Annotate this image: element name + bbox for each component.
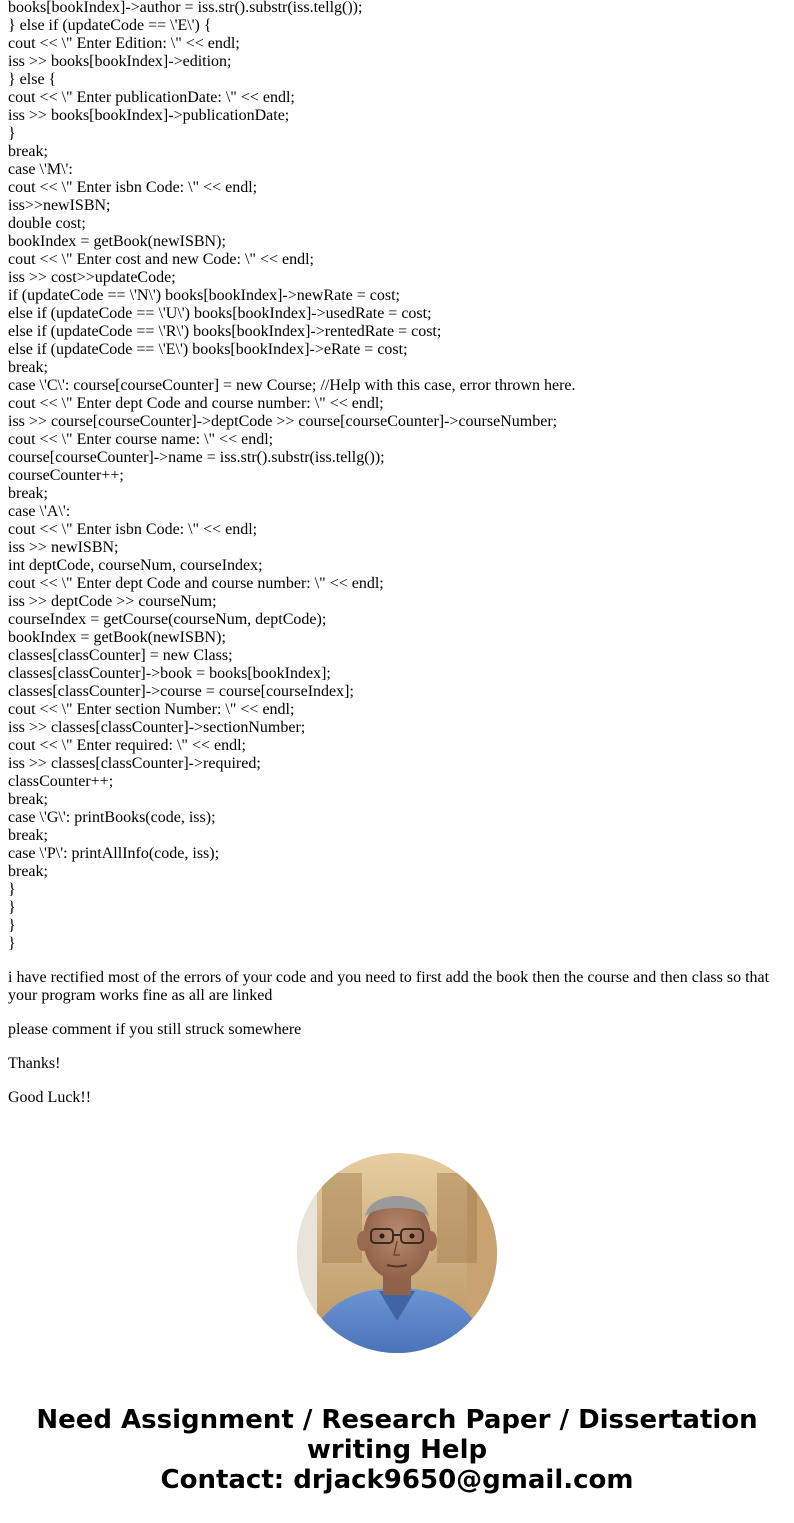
code-line: cout << \" Enter isbn Code: \" << endl; <box>8 179 258 196</box>
code-line: } else { <box>8 71 57 88</box>
promo-contact: Contact: drjack9650@gmail.com <box>160 1465 634 1495</box>
code-line: iss >> books[bookIndex]->edition; <box>8 53 232 70</box>
code-line: case \'A\': <box>8 503 71 520</box>
code-line: cout << \" Enter required: \" << endl; <box>8 737 246 754</box>
code-line: iss>>newISBN; <box>8 197 111 214</box>
code-line: classes[classCounter]->book = books[bookIndex]; <box>8 665 331 682</box>
code-line: classes[classCounter] = new Class; <box>8 647 233 664</box>
code-line: else if (updateCode == \'E\') books[bookIndex]->eRate = cost; <box>8 341 408 358</box>
promo-line-2: writing Help <box>306 1435 488 1465</box>
comment-request: please comment if you still struck somewhere <box>8 1021 302 1038</box>
code-line: } <box>8 125 16 142</box>
code-line: cout << \" Enter course name: \" << endl; <box>8 431 274 448</box>
code-listing <box>8 0 788 953</box>
code-line: } <box>8 899 16 916</box>
code-line: courseIndex = getCourse(courseNum, deptCode); <box>8 611 327 628</box>
code-line: iss >> classes[classCounter]->sectionNumber; <box>8 719 306 736</box>
code-line: classCounter++; <box>8 773 114 790</box>
code-line: classes[classCounter]->course = course[courseIndex]; <box>8 683 354 700</box>
code-line: courseCounter++; <box>8 467 124 484</box>
code-line: bookIndex = getBook(newISBN); <box>8 629 226 646</box>
code-line: iss >> newISBN; <box>8 539 119 556</box>
code-line: break; <box>8 827 48 844</box>
code-line: if (updateCode == \'N\') books[bookIndex]->newRate = cost; <box>8 287 400 304</box>
code-line: } <box>8 935 16 952</box>
code-line: cout << \" Enter cost and new Code: \" << endl; <box>8 251 314 268</box>
good-luck-text: Good Luck!! <box>8 1089 92 1106</box>
code-line: cout << \" Enter publicationDate: \" << endl; <box>8 89 295 106</box>
code-line: break; <box>8 359 48 376</box>
code-line: else if (updateCode == \'U\') books[bookIndex]->usedRate = cost; <box>8 305 432 322</box>
code-line: cout << \" Enter Edition: \" << endl; <box>8 35 240 52</box>
code-line: else if (updateCode == \'R\') books[bookIndex]->rentedRate = cost; <box>8 323 442 340</box>
code-line: case \'P\': printAllInfo(code, iss); <box>8 845 220 862</box>
code-line: iss >> deptCode >> courseNum; <box>8 593 217 610</box>
code-line: iss >> cost>>updateCode; <box>8 269 176 286</box>
code-line: case \'C\': course[courseCounter] = new Course; //Help with this case, error thrown here. <box>8 377 576 394</box>
code-line: break; <box>8 485 48 502</box>
code-line: cout << \" Enter isbn Code: \" << endl; <box>8 521 258 538</box>
code-line: bookIndex = getBook(newISBN); <box>8 233 226 250</box>
code-line: } else if (updateCode == \'E\') { <box>8 17 212 34</box>
code-line: break; <box>8 863 48 880</box>
code-line: break; <box>8 143 48 160</box>
thanks-text: Thanks! <box>8 1055 61 1072</box>
code-line: case \'M\': <box>8 161 73 178</box>
code-line: cout << \" Enter dept Code and course number: \" << endl; <box>8 395 384 412</box>
author-photo <box>297 1153 497 1353</box>
code-line: iss >> books[bookIndex]->publicationDate; <box>8 107 290 124</box>
code-line: books[bookIndex]->author = iss.str().substr(iss.tellg()); <box>8 0 363 16</box>
author-portrait-image <box>297 1153 497 1353</box>
promo-banner <box>0 1405 794 1495</box>
promo-line-1: Need Assignment / Research Paper / Dissertation <box>36 1405 758 1435</box>
code-line: cout << \" Enter dept Code and course number: \" << endl; <box>8 575 384 592</box>
code-line: iss >> course[courseCounter]->deptCode >> course[courseCounter]->courseNumber; <box>8 413 558 430</box>
code-line: int deptCode, courseNum, courseIndex; <box>8 557 263 574</box>
code-line: } <box>8 881 16 898</box>
code-line: double cost; <box>8 215 86 232</box>
code-line: } <box>8 917 16 934</box>
code-line: case \'G\': printBooks(code, iss); <box>8 809 216 826</box>
code-line: cout << \" Enter section Number: \" << endl; <box>8 701 295 718</box>
code-line: break; <box>8 791 48 808</box>
answer-note: i have rectified most of the errors of your code and you need to first add the book then the course and then class so that your program works fine as all are linked <box>8 969 770 1004</box>
code-line: iss >> classes[classCounter]->required; <box>8 755 261 772</box>
code-line: course[courseCounter]->name = iss.str().substr(iss.tellg()); <box>8 449 385 466</box>
